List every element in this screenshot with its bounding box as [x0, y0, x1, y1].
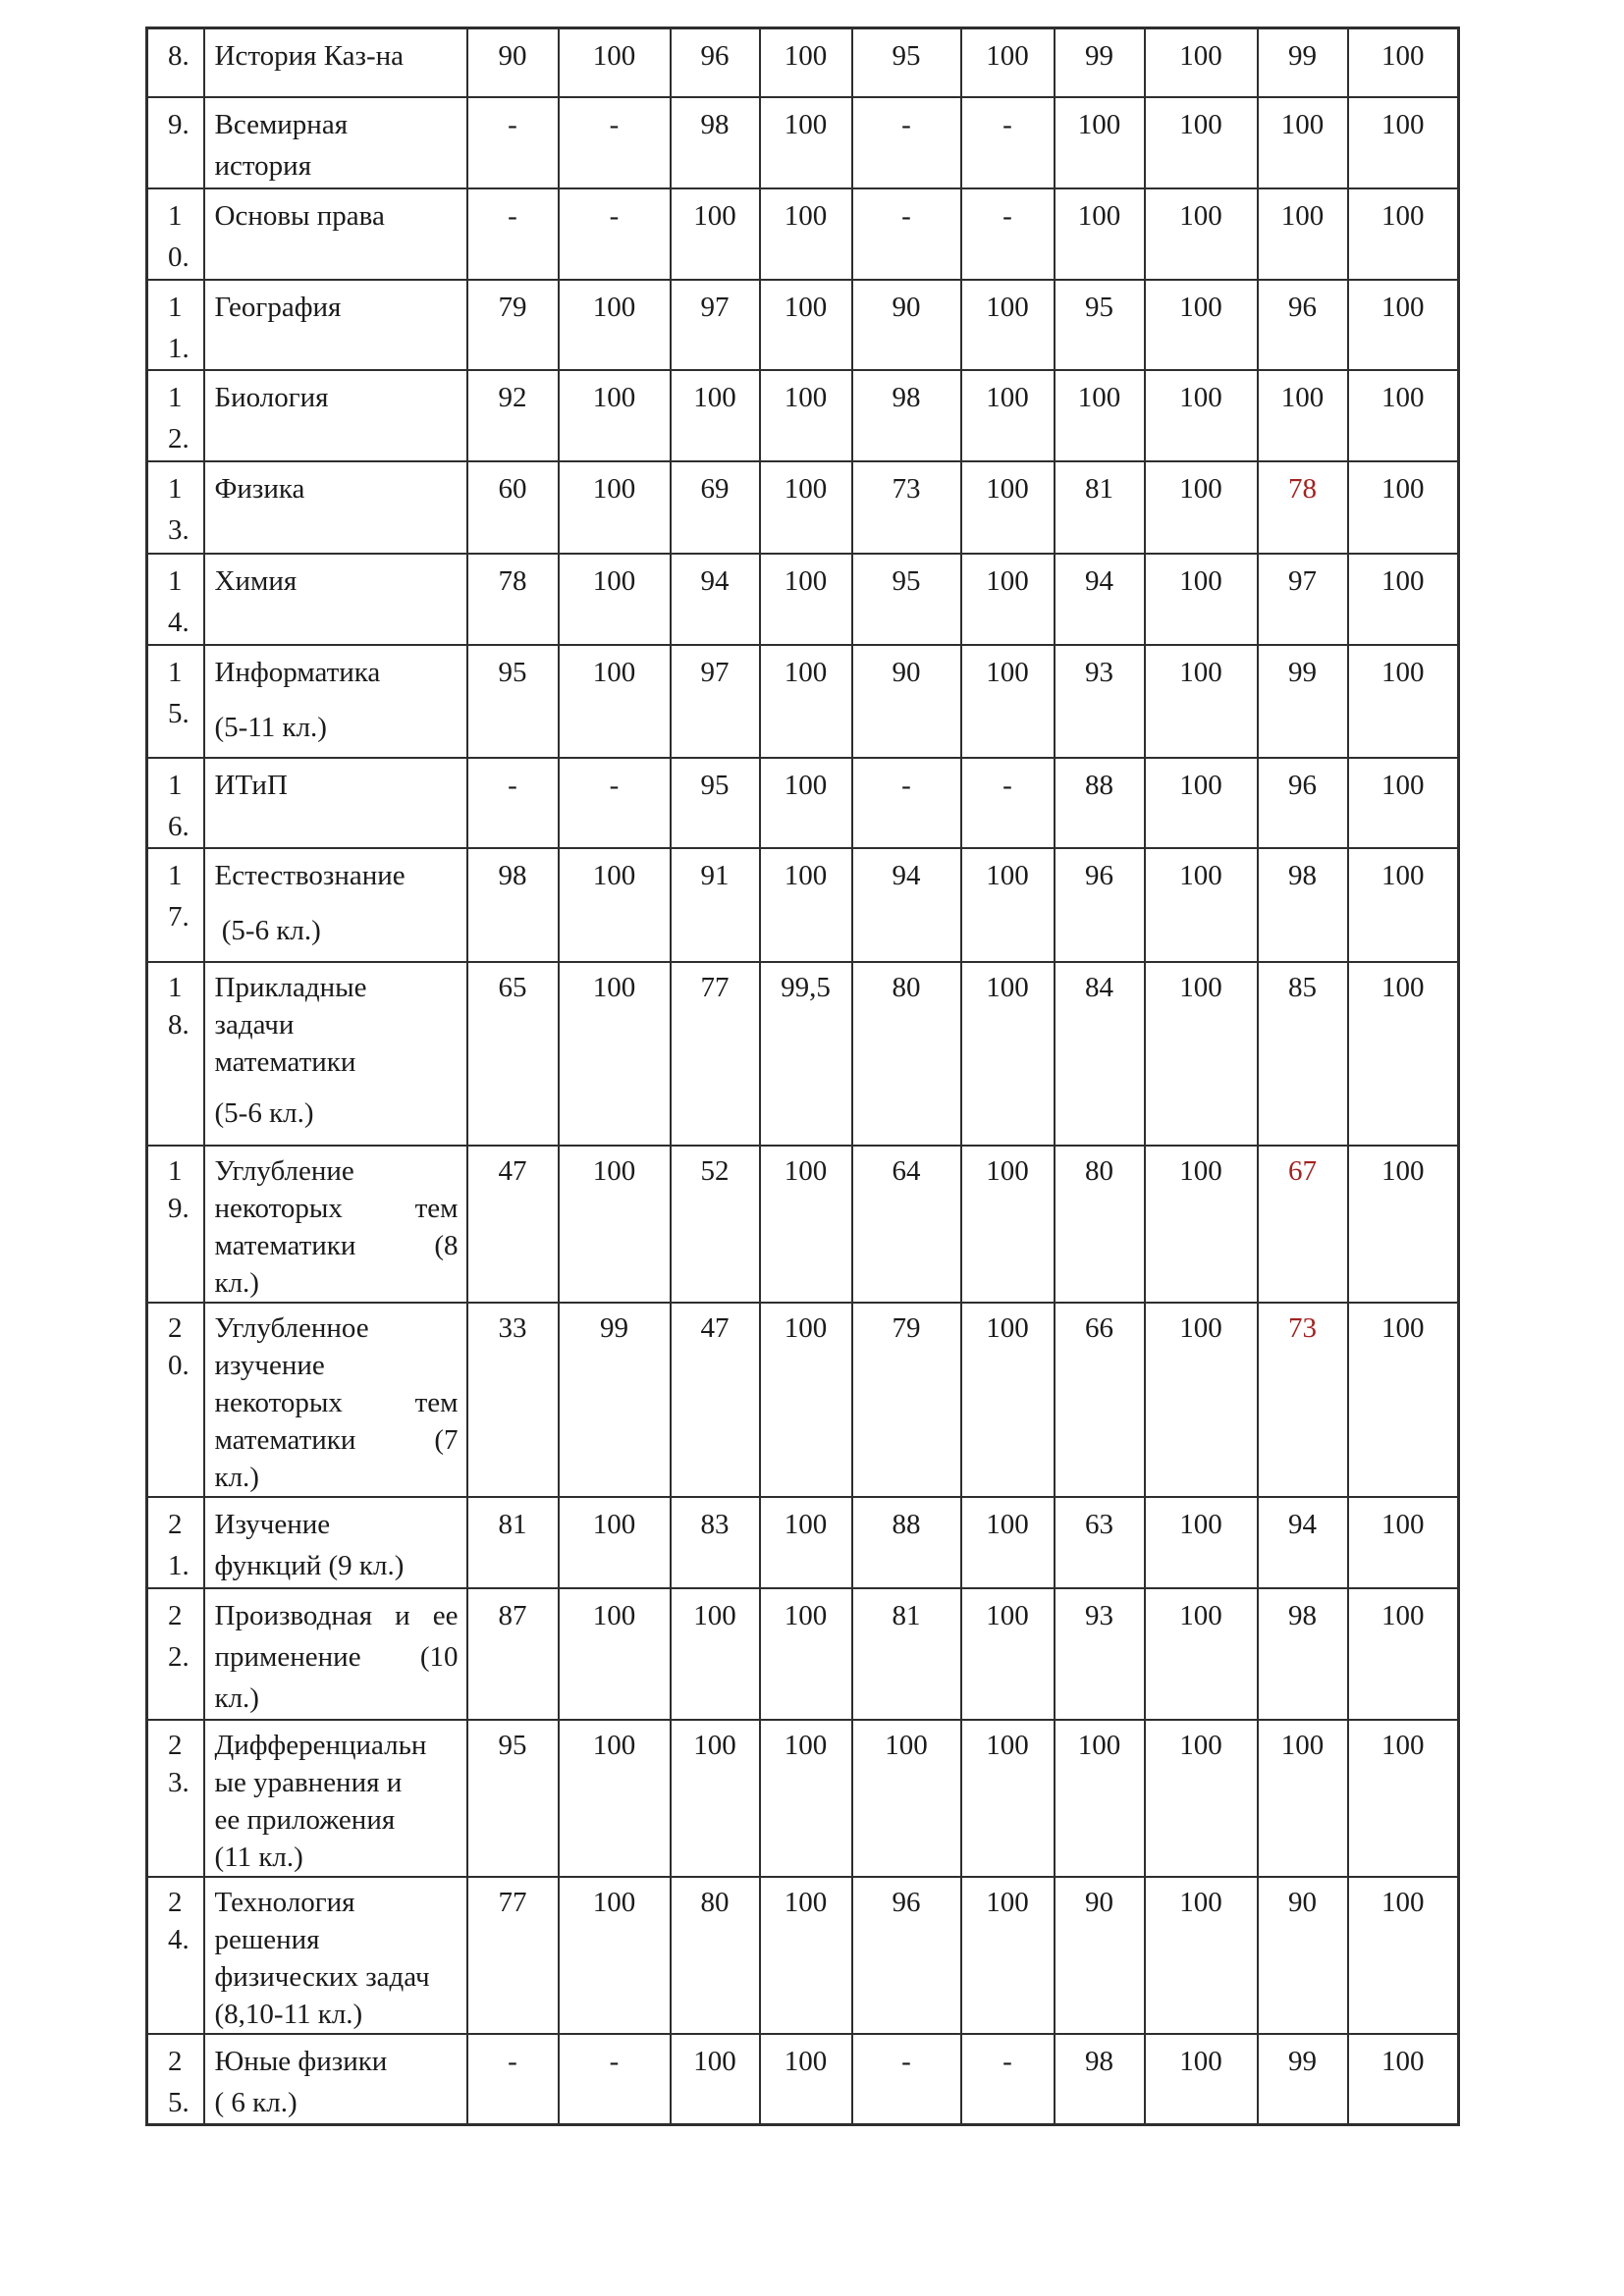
value-cell: 100: [961, 1720, 1055, 1877]
row-number-cell: 22.: [147, 1588, 204, 1720]
value-cell: 100: [961, 848, 1055, 962]
value-cell: 100: [1145, 370, 1258, 461]
subject-cell: [204, 1497, 467, 1588]
value-cell: 100: [760, 2034, 852, 2125]
subject-line: Всемирная: [214, 108, 349, 140]
value-cell: 96: [1258, 758, 1348, 848]
subject-line: Юные физики: [214, 2045, 388, 2077]
row-number-cell: 9.: [147, 97, 204, 188]
value-cell: -: [961, 2034, 1055, 2125]
value-cell: 100: [961, 962, 1055, 1146]
value-cell: 100: [1145, 97, 1258, 188]
subject-line: кл.): [214, 1461, 259, 1493]
value-cell: 100: [1348, 280, 1459, 370]
value-cell: 100: [1145, 758, 1258, 848]
table-row: [147, 758, 1459, 848]
value-cell: 100: [559, 1497, 671, 1588]
value-cell: 95: [671, 758, 760, 848]
value-cell: 95: [1055, 280, 1145, 370]
subject-line: Технология: [214, 1886, 355, 1918]
value-cell: 98: [1258, 848, 1348, 962]
subject-cell: [204, 461, 467, 554]
value-cell: 100: [760, 1146, 852, 1303]
value-cell: 77: [671, 962, 760, 1146]
value-cell: -: [852, 188, 961, 280]
value-cell: 100: [559, 1720, 671, 1877]
value-cell: 100: [760, 97, 852, 188]
subject-line: Естествознание: [214, 859, 406, 891]
value-cell: 100: [760, 280, 852, 370]
value-cell: 100: [1145, 1588, 1258, 1720]
table-row: [147, 1497, 1459, 1588]
value-cell: 100: [1145, 554, 1258, 645]
value-cell: 80: [671, 1877, 760, 2034]
value-cell: 99: [1258, 2034, 1348, 2125]
value-cell: 95: [852, 28, 961, 97]
subject-line: математики (7: [214, 1423, 459, 1456]
value-cell: 90: [852, 645, 961, 758]
value-cell: 78: [467, 554, 559, 645]
value-cell: 100: [559, 554, 671, 645]
value-cell: -: [559, 2034, 671, 2125]
value-cell: 33: [467, 1303, 559, 1497]
value-cell: 90: [467, 28, 559, 97]
subject-line: ИТиП: [214, 769, 288, 801]
value-cell: 100: [1348, 1303, 1459, 1497]
value-cell: 100: [1145, 461, 1258, 554]
table-row: [147, 461, 1459, 554]
value-cell: 100: [961, 1497, 1055, 1588]
value-cell: 81: [467, 1497, 559, 1588]
value-cell: 79: [467, 280, 559, 370]
value-cell: 100: [760, 28, 852, 97]
table-row: [147, 97, 1459, 188]
value-cell: 88: [1055, 758, 1145, 848]
value-cell: 100: [1145, 1877, 1258, 2034]
value-cell: 100: [961, 1877, 1055, 2034]
subject-line: Производная и ее: [214, 1599, 459, 1631]
value-cell: 98: [1055, 2034, 1145, 2125]
value-cell: 99: [1258, 645, 1348, 758]
subject-line: изучение: [214, 1349, 325, 1381]
value-cell: 85: [1258, 962, 1348, 1146]
value-cell: 100: [671, 370, 760, 461]
row-number-cell: 14.: [147, 554, 204, 645]
row-number-cell: 12.: [147, 370, 204, 461]
value-cell: 96: [852, 1877, 961, 2034]
value-cell: -: [961, 758, 1055, 848]
row-number-cell: 23.: [147, 1720, 204, 1877]
value-cell: 100: [559, 1877, 671, 2034]
value-cell: 100: [1055, 188, 1145, 280]
value-cell: 100: [1145, 1497, 1258, 1588]
row-number-cell: 18.: [147, 962, 204, 1146]
value-cell: -: [961, 97, 1055, 188]
value-cell: 98: [852, 370, 961, 461]
subject-cell: [204, 1588, 467, 1720]
value-cell: 79: [852, 1303, 961, 1497]
table-row: [147, 1720, 1459, 1877]
value-cell: 80: [852, 962, 961, 1146]
value-cell: 100: [1145, 848, 1258, 962]
subject-line: применение (10: [214, 1640, 459, 1673]
table-row: [147, 645, 1459, 758]
row-number-cell: 11.: [147, 280, 204, 370]
value-cell: 83: [671, 1497, 760, 1588]
value-cell: 100: [961, 370, 1055, 461]
value-cell: 99: [559, 1303, 671, 1497]
subject-line: (8,10-11 кл.): [214, 1998, 363, 2030]
value-cell: 95: [852, 554, 961, 645]
value-cell: 100: [1258, 370, 1348, 461]
value-cell: 100: [961, 28, 1055, 97]
subject-line: ые уравнения и: [214, 1766, 403, 1798]
row-number-cell: 21.: [147, 1497, 204, 1588]
value-cell: 84: [1055, 962, 1145, 1146]
subject-line: Углубленное: [214, 1311, 369, 1344]
value-cell: 100: [1145, 1303, 1258, 1497]
subject-line: математики (8: [214, 1229, 459, 1261]
value-cell: 100: [1145, 188, 1258, 280]
value-cell: 100: [1348, 28, 1459, 97]
table-row: [147, 188, 1459, 280]
value-cell: 77: [467, 1877, 559, 2034]
subject-line: Изучение: [214, 1508, 331, 1540]
subject-cell: [204, 645, 467, 758]
row-number-cell: 8.: [147, 28, 204, 97]
value-cell: 100: [760, 554, 852, 645]
row-number-cell: 25.: [147, 2034, 204, 2125]
value-cell: 90: [852, 280, 961, 370]
value-cell: 98: [467, 848, 559, 962]
row-number-cell: 24.: [147, 1877, 204, 2034]
value-cell: 80: [1055, 1146, 1145, 1303]
value-cell: 100: [1258, 1720, 1348, 1877]
value-cell: 100: [1055, 370, 1145, 461]
subject-line: Химия: [214, 564, 298, 597]
subject-line: (5-6 кл.): [214, 1096, 314, 1129]
value-cell: 94: [1055, 554, 1145, 645]
table-row: [147, 1303, 1459, 1497]
value-cell: 64: [852, 1146, 961, 1303]
subject-cell: [204, 280, 467, 370]
table-row: [147, 1588, 1459, 1720]
value-cell: 99: [1055, 28, 1145, 97]
value-cell: 100: [1145, 2034, 1258, 2125]
value-cell: -: [467, 758, 559, 848]
subject-cell: [204, 28, 467, 97]
value-cell: 100: [961, 461, 1055, 554]
value-cell: 47: [467, 1146, 559, 1303]
value-cell: 73: [852, 461, 961, 554]
value-cell: 100: [1258, 97, 1348, 188]
table-row: [147, 28, 1459, 97]
value-cell: 96: [1258, 280, 1348, 370]
value-cell: 100: [1348, 97, 1459, 188]
table-row: [147, 1146, 1459, 1303]
value-cell: 94: [1258, 1497, 1348, 1588]
value-cell: 100: [760, 645, 852, 758]
value-cell: 100: [760, 1497, 852, 1588]
value-cell: 66: [1055, 1303, 1145, 1497]
row-number-cell: 10.: [147, 188, 204, 280]
value-cell: 60: [467, 461, 559, 554]
value-cell: 91: [671, 848, 760, 962]
value-cell: 100: [559, 461, 671, 554]
value-cell: 100: [1145, 280, 1258, 370]
value-cell: 100: [1348, 1497, 1459, 1588]
value-cell: 98: [1258, 1588, 1348, 1720]
value-cell: 100: [1348, 1720, 1459, 1877]
value-cell: 69: [671, 461, 760, 554]
subject-line: География: [214, 291, 342, 323]
value-cell: 100: [1348, 645, 1459, 758]
value-cell: 100: [1348, 1588, 1459, 1720]
subject-cell: [204, 554, 467, 645]
value-cell: 73: [1258, 1303, 1348, 1497]
subject-cell: [204, 848, 467, 962]
subject-line: Дифференциальн: [214, 1729, 427, 1761]
value-cell: 81: [852, 1588, 961, 1720]
table-row: [147, 1877, 1459, 2034]
value-cell: 100: [1145, 1720, 1258, 1877]
value-cell: 100: [1348, 188, 1459, 280]
subject-line: некоторых тем: [214, 1192, 459, 1224]
value-cell: 100: [1145, 28, 1258, 97]
value-cell: 100: [1348, 370, 1459, 461]
value-cell: 100: [559, 28, 671, 97]
value-cell: 90: [1055, 1877, 1145, 2034]
row-number-cell: 19.: [147, 1146, 204, 1303]
value-cell: 100: [760, 1720, 852, 1877]
row-number-cell: 16.: [147, 758, 204, 848]
value-cell: 98: [671, 97, 760, 188]
value-cell: 100: [1055, 97, 1145, 188]
value-cell: 100: [961, 1588, 1055, 1720]
subject-line: (11 кл.): [214, 1841, 303, 1873]
subject-line: (5-11 кл.): [214, 711, 327, 743]
value-cell: 100: [1145, 645, 1258, 758]
subject-cell: [204, 758, 467, 848]
subject-line: Биология: [214, 381, 329, 413]
value-cell: 99,5: [760, 962, 852, 1146]
table-row: [147, 370, 1459, 461]
subject-line: кл.): [214, 1682, 259, 1714]
subject-cell: [204, 2034, 467, 2125]
value-cell: 99: [1258, 28, 1348, 97]
subject-line: некоторых тем: [214, 1386, 459, 1418]
subject-line: Углубление: [214, 1154, 354, 1187]
value-cell: 100: [671, 2034, 760, 2125]
value-cell: 100: [1258, 188, 1348, 280]
value-cell: -: [559, 188, 671, 280]
subject-cell: [204, 1720, 467, 1877]
value-cell: 100: [961, 1146, 1055, 1303]
value-cell: 100: [1348, 758, 1459, 848]
value-cell: 95: [467, 645, 559, 758]
value-cell: 93: [1055, 1588, 1145, 1720]
value-cell: 95: [467, 1720, 559, 1877]
value-cell: 100: [559, 1146, 671, 1303]
table-row: [147, 554, 1459, 645]
value-cell: 100: [559, 280, 671, 370]
value-cell: 94: [671, 554, 760, 645]
row-number-cell: 15.: [147, 645, 204, 758]
subject-cell: [204, 188, 467, 280]
value-cell: -: [852, 97, 961, 188]
subject-cell: [204, 962, 467, 1146]
subject-line: история: [214, 149, 312, 182]
value-cell: 100: [1348, 554, 1459, 645]
value-cell: 100: [961, 645, 1055, 758]
value-cell: 100: [1348, 962, 1459, 1146]
value-cell: 100: [1348, 1877, 1459, 2034]
subject-cell: [204, 97, 467, 188]
value-cell: 100: [760, 370, 852, 461]
table-row: [147, 280, 1459, 370]
row-number-cell: 13.: [147, 461, 204, 554]
subject-line: (5-6 кл.): [214, 914, 321, 946]
results-table: [145, 27, 1460, 2126]
subject-line: Физика: [214, 472, 305, 505]
value-cell: 97: [1258, 554, 1348, 645]
value-cell: 47: [671, 1303, 760, 1497]
subject-line: ( 6 кл.): [214, 2086, 298, 2118]
row-number-cell: 17.: [147, 848, 204, 962]
value-cell: 100: [671, 188, 760, 280]
subject-cell: [204, 1877, 467, 2034]
value-cell: 100: [760, 1588, 852, 1720]
value-cell: 100: [559, 645, 671, 758]
value-cell: -: [467, 2034, 559, 2125]
value-cell: 96: [1055, 848, 1145, 962]
row-number-cell: 20.: [147, 1303, 204, 1497]
value-cell: 97: [671, 645, 760, 758]
value-cell: 100: [852, 1720, 961, 1877]
value-cell: 92: [467, 370, 559, 461]
value-cell: 100: [671, 1588, 760, 1720]
subject-line: Основы права: [214, 199, 385, 232]
value-cell: 81: [1055, 461, 1145, 554]
value-cell: 100: [961, 554, 1055, 645]
value-cell: -: [559, 758, 671, 848]
subject-line: функций (9 кл.): [214, 1549, 405, 1581]
value-cell: 100: [760, 848, 852, 962]
value-cell: 100: [1348, 461, 1459, 554]
subject-cell: [204, 1146, 467, 1303]
value-cell: 100: [559, 1588, 671, 1720]
value-cell: -: [467, 188, 559, 280]
value-cell: -: [467, 97, 559, 188]
value-cell: 100: [1348, 1146, 1459, 1303]
value-cell: 65: [467, 962, 559, 1146]
value-cell: 100: [1348, 2034, 1459, 2125]
value-cell: 100: [760, 758, 852, 848]
value-cell: 100: [1145, 962, 1258, 1146]
value-cell: 78: [1258, 461, 1348, 554]
value-cell: 63: [1055, 1497, 1145, 1588]
value-cell: -: [852, 758, 961, 848]
table-row: [147, 848, 1459, 962]
value-cell: 100: [760, 461, 852, 554]
value-cell: 96: [671, 28, 760, 97]
value-cell: 100: [961, 280, 1055, 370]
value-cell: 100: [961, 1303, 1055, 1497]
subject-cell: [204, 1303, 467, 1497]
subject-line: ее приложения: [214, 1803, 396, 1836]
subject-cell: [204, 370, 467, 461]
subject-line: математики: [214, 1045, 356, 1078]
value-cell: 100: [671, 1720, 760, 1877]
subject-line: решения: [214, 1923, 320, 1955]
value-cell: 93: [1055, 645, 1145, 758]
value-cell: 100: [760, 188, 852, 280]
subject-line: Прикладные: [214, 971, 367, 1003]
subject-line: задачи: [214, 1008, 295, 1041]
value-cell: 87: [467, 1588, 559, 1720]
value-cell: 100: [760, 1303, 852, 1497]
value-cell: 52: [671, 1146, 760, 1303]
subject-line: физических задач: [214, 1960, 430, 1993]
table-row: [147, 2034, 1459, 2125]
value-cell: 100: [559, 370, 671, 461]
subject-line: кл.): [214, 1266, 259, 1299]
subject-line: История Каз-на: [214, 40, 405, 72]
value-cell: 94: [852, 848, 961, 962]
value-cell: 100: [760, 1877, 852, 2034]
value-cell: 100: [559, 962, 671, 1146]
value-cell: 100: [1145, 1146, 1258, 1303]
value-cell: -: [559, 97, 671, 188]
value-cell: 90: [1258, 1877, 1348, 2034]
table-row: [147, 962, 1459, 1146]
value-cell: 67: [1258, 1146, 1348, 1303]
value-cell: -: [961, 188, 1055, 280]
value-cell: 88: [852, 1497, 961, 1588]
value-cell: 100: [1348, 848, 1459, 962]
value-cell: -: [852, 2034, 961, 2125]
value-cell: 100: [559, 848, 671, 962]
value-cell: 97: [671, 280, 760, 370]
value-cell: 100: [1055, 1720, 1145, 1877]
subject-line: Информатика: [214, 656, 381, 688]
